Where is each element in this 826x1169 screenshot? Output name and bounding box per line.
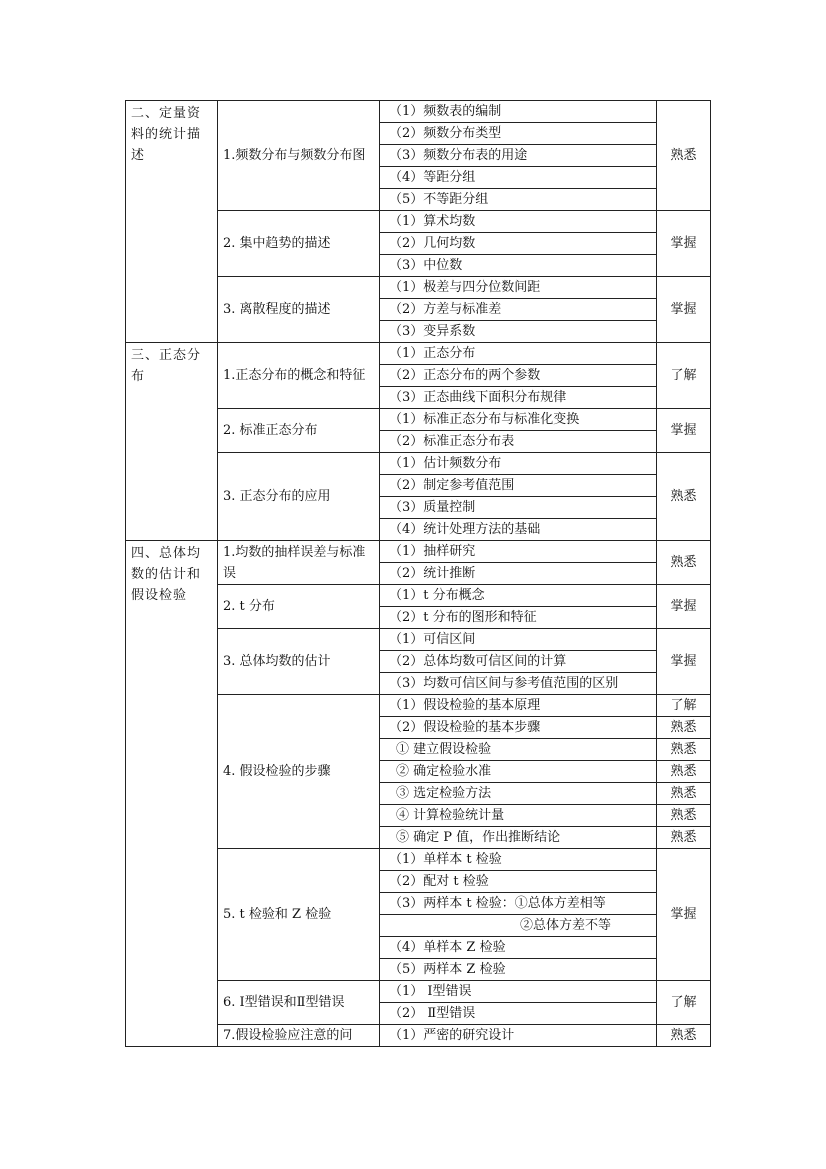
unit-name: 2. t 分布	[218, 585, 380, 629]
unit-name: 6. Ⅰ型错误和Ⅱ型错误	[218, 981, 380, 1025]
item-text: （3）均数可信区间与参考值范围的区别	[380, 673, 657, 695]
item-text: ④ 计算检验统计量	[380, 805, 657, 827]
item-text: （2）频数分布类型	[380, 123, 657, 145]
item-text: （3）两样本 t 检验：①总体方差相等	[380, 893, 657, 915]
level-badge: 熟悉	[657, 453, 711, 541]
unit-name: 2. 集中趋势的描述	[218, 211, 380, 277]
item-text: （5）不等距分组	[380, 189, 657, 211]
level-badge: 了解	[657, 343, 711, 409]
item-text: （1）频数表的编制	[380, 101, 657, 123]
table-row	[126, 101, 711, 123]
level-badge: 熟悉	[657, 541, 711, 585]
item-text: （5）两样本 Z 检验	[380, 959, 657, 981]
item-text: （3）正态曲线下面积分布规律	[380, 387, 657, 409]
item-text: （2）假设检验的基本步骤	[380, 717, 657, 739]
item-text: （4）统计处理方法的基础	[380, 519, 657, 541]
item-text: （3）变异系数	[380, 321, 657, 343]
unit-name: 3. 总体均数的估计	[218, 629, 380, 695]
unit-name: 3. 正态分布的应用	[218, 453, 380, 541]
item-text: （2）统计推断	[380, 563, 657, 585]
item-text: （3）频数分布表的用途	[380, 145, 657, 167]
unit-name: 7.假设检验应注意的问	[218, 1025, 380, 1047]
level-badge: 熟悉	[657, 1025, 711, 1047]
item-text: （2）几何均数	[380, 233, 657, 255]
level-badge: 掌握	[657, 629, 711, 695]
item-text: ② 确定检验水准	[380, 761, 657, 783]
section-title: 四、总体均数的估计和假设检验	[126, 541, 218, 1047]
item-text: （2）方差与标准差	[380, 299, 657, 321]
item-text: （1）算术均数	[380, 211, 657, 233]
unit-name: 1.频数分布与频数分布图	[218, 101, 380, 211]
level-badge: 熟悉	[657, 717, 711, 739]
syllabus-table	[125, 100, 711, 1047]
unit-name: 2. 标准正态分布	[218, 409, 380, 453]
item-text: （4）单样本 Z 检验	[380, 937, 657, 959]
item-text: （2）正态分布的两个参数	[380, 365, 657, 387]
item-text: （1）估计频数分布	[380, 453, 657, 475]
item-text: （1）单样本 t 检验	[380, 849, 657, 871]
item-text: ②总体方差不等	[380, 915, 657, 937]
item-text: （3）中位数	[380, 255, 657, 277]
item-text: （2）t 分布的图形和特征	[380, 607, 657, 629]
item-text: （1）正态分布	[380, 343, 657, 365]
level-badge: 熟悉	[657, 739, 711, 761]
item-text: （2） Ⅱ型错误	[380, 1003, 657, 1025]
section-title: 三、正态分布	[126, 343, 218, 541]
item-text: （1）极差与四分位数间距	[380, 277, 657, 299]
level-badge: 掌握	[657, 585, 711, 629]
item-text: （2）标准正态分布表	[380, 431, 657, 453]
item-text: （1）抽样研究	[380, 541, 657, 563]
level-badge: 熟悉	[657, 805, 711, 827]
item-text: （1）标准正态分布与标准化变换	[380, 409, 657, 431]
item-text: （1）可信区间	[380, 629, 657, 651]
level-badge: 掌握	[657, 409, 711, 453]
item-text: （4）等距分组	[380, 167, 657, 189]
level-badge: 掌握	[657, 849, 711, 981]
unit-name: 4. 假设检验的步骤	[218, 695, 380, 849]
level-badge: 熟悉	[657, 827, 711, 849]
item-text: （1） Ⅰ型错误	[380, 981, 657, 1003]
unit-name: 1.均数的抽样误差与标准误	[218, 541, 380, 585]
item-text: （2）配对 t 检验	[380, 871, 657, 893]
table-row	[126, 541, 711, 563]
item-text: （2）总体均数可信区间的计算	[380, 651, 657, 673]
table-row	[126, 343, 711, 365]
item-text: ③ 选定检验方法	[380, 783, 657, 805]
level-badge: 了解	[657, 695, 711, 717]
level-badge: 熟悉	[657, 101, 711, 211]
level-badge: 了解	[657, 981, 711, 1025]
item-text: （1）t 分布概念	[380, 585, 657, 607]
item-text: ⑤ 确定 P 值，作出推断结论	[380, 827, 657, 849]
item-text: ① 建立假设检验	[380, 739, 657, 761]
unit-name: 5. t 检验和 Z 检验	[218, 849, 380, 981]
item-text: （1）假设检验的基本原理	[380, 695, 657, 717]
unit-name: 1.正态分布的概念和特征	[218, 343, 380, 409]
level-badge: 掌握	[657, 211, 711, 277]
item-text: （3）质量控制	[380, 497, 657, 519]
item-text: （2）制定参考值范围	[380, 475, 657, 497]
item-text: （1）严密的研究设计	[380, 1025, 657, 1047]
unit-name: 3. 离散程度的描述	[218, 277, 380, 343]
level-badge: 熟悉	[657, 783, 711, 805]
level-badge: 掌握	[657, 277, 711, 343]
section-title: 二、定量资料的统计描述	[126, 101, 218, 343]
level-badge: 熟悉	[657, 761, 711, 783]
